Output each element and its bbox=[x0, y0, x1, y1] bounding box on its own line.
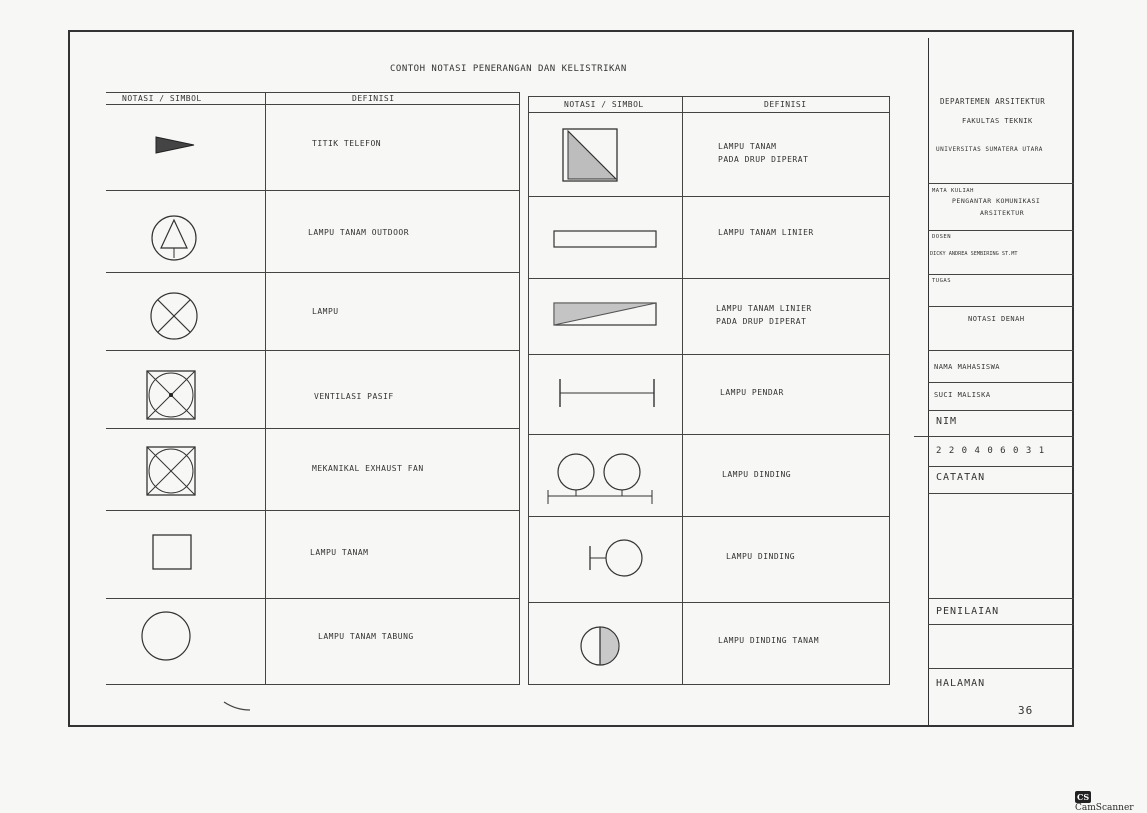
title-block-divider bbox=[928, 230, 1074, 231]
title-block-divider bbox=[928, 183, 1074, 184]
left-definition-7: LAMPU TANAM TABUNG bbox=[318, 632, 414, 641]
right-definition-1-line-2: PADA DRUP DIPERAT bbox=[718, 155, 809, 164]
pencil-stroke-mark bbox=[222, 698, 252, 714]
row-divider bbox=[528, 602, 890, 603]
row-divider bbox=[528, 278, 890, 279]
column-divider bbox=[682, 96, 683, 684]
right-definition-6 bbox=[726, 550, 795, 563]
inground-lamp-square-icon bbox=[150, 532, 196, 574]
right-definition-7-line-1: LAMPU DINDING TANAM bbox=[718, 636, 820, 645]
right-definition-1 bbox=[718, 140, 808, 166]
passive-ventilation-icon bbox=[144, 368, 200, 424]
recessed-wall-lamp-icon bbox=[576, 622, 624, 670]
column-divider bbox=[528, 96, 529, 684]
row-divider bbox=[528, 354, 890, 355]
course-line-1: PENGANTAR KOMUNIKASI bbox=[952, 197, 1041, 205]
course-label: MATA KULIAH bbox=[932, 188, 974, 194]
row-divider bbox=[106, 684, 520, 685]
camscanner-text: CamScanner bbox=[1075, 803, 1134, 813]
table-rule bbox=[106, 104, 520, 105]
column-divider bbox=[265, 92, 266, 684]
inground-tube-lamp-icon bbox=[138, 608, 194, 664]
camscanner-logo-icon: CS bbox=[1077, 792, 1090, 802]
right-header-definition: DEFINISI bbox=[764, 100, 807, 109]
title-block-divider bbox=[928, 410, 1074, 411]
mechanical-exhaust-fan-icon bbox=[144, 444, 200, 500]
right-header-symbol: NOTASI / SIMBOL bbox=[564, 100, 644, 109]
course-line-2: ARSITEKTUR bbox=[980, 209, 1025, 217]
page-title: CONTOH NOTASI PENERANGAN DAN KELISTRIKAN bbox=[390, 64, 627, 74]
notes-label: CATATAN bbox=[936, 472, 986, 483]
linear-ceiling-lamp-icon bbox=[550, 300, 660, 328]
left-definition-2: LAMPU TANAM OUTDOOR bbox=[308, 228, 410, 237]
title-block-divider bbox=[928, 668, 1074, 669]
linear-inground-lamp-icon bbox=[550, 228, 660, 250]
left-header-definition: DEFINISI bbox=[352, 94, 395, 103]
title-block-divider bbox=[914, 436, 1074, 437]
right-definition-2-line-1: LAMPU TANAM LINIER bbox=[718, 228, 814, 237]
row-divider bbox=[106, 598, 520, 599]
telephone-point-icon bbox=[152, 134, 198, 156]
nim-label: NIM bbox=[936, 416, 958, 427]
title-block-divider bbox=[928, 466, 1074, 467]
title-block-divider bbox=[928, 274, 1074, 275]
lecturer-name: DICKY ANDREA SEMBIRING ST.MT bbox=[930, 251, 1018, 257]
table-rule bbox=[528, 96, 890, 97]
recessed-ceiling-lamp-icon bbox=[560, 126, 622, 186]
student-name: SUCI MALISKA bbox=[934, 391, 991, 399]
left-definition-3: LAMPU bbox=[312, 307, 339, 316]
left-definition-5: MEKANIKAL EXHAUST FAN bbox=[312, 464, 424, 473]
left-header-symbol: NOTASI / SIMBOL bbox=[122, 94, 202, 103]
right-definition-4 bbox=[720, 386, 784, 399]
column-divider bbox=[889, 96, 890, 684]
title-block-divider bbox=[928, 306, 1074, 307]
table-rule bbox=[106, 92, 520, 93]
outdoor-garden-lamp-icon bbox=[146, 210, 202, 266]
row-divider bbox=[528, 196, 890, 197]
title-block-divider bbox=[928, 350, 1074, 351]
row-divider bbox=[528, 516, 890, 517]
faculty-text: FAKULTAS TEKNIK bbox=[962, 117, 1033, 125]
right-definition-3-line-2: PADA DRUP DIPERAT bbox=[716, 317, 807, 326]
department-text: DEPARTEMEN ARSITEKTUR bbox=[940, 97, 1046, 106]
grade-label: PENILAIAN bbox=[936, 606, 1000, 617]
right-definition-2 bbox=[718, 226, 814, 239]
camscanner-watermark bbox=[1075, 791, 1147, 813]
left-definition-6: LAMPU TANAM bbox=[310, 548, 369, 557]
right-definition-1-line-1: LAMPU TANAM bbox=[718, 142, 777, 151]
right-definition-5-line-1: LAMPU DINDING bbox=[722, 470, 792, 479]
lecturer-label: DOSEN bbox=[932, 234, 952, 240]
row-divider bbox=[106, 510, 520, 511]
task-text: NOTASI DENAH bbox=[968, 315, 1025, 323]
student-label: NAMA MAHASISWA bbox=[934, 363, 1001, 371]
title-block-divider bbox=[928, 598, 1074, 599]
row-divider bbox=[106, 272, 520, 273]
lamp-icon bbox=[146, 288, 202, 344]
right-definition-6-line-1: LAMPU DINDING bbox=[726, 552, 796, 561]
right-definition-5 bbox=[722, 468, 791, 481]
wall-lamp-icon bbox=[586, 536, 648, 580]
right-definition-3 bbox=[716, 302, 812, 328]
page-number: 36 bbox=[1018, 704, 1034, 717]
strip-lamp-icon bbox=[556, 376, 658, 410]
title-block-divider bbox=[928, 493, 1074, 494]
page-label: HALAMAN bbox=[936, 678, 986, 689]
right-definition-4-line-1: LAMPU PENDAR bbox=[720, 388, 784, 397]
row-divider bbox=[528, 684, 890, 685]
title-block-divider bbox=[928, 624, 1074, 625]
double-wall-lamp-icon bbox=[544, 450, 656, 508]
nim-value: 2 2 0 4 0 6 0 3 1 bbox=[936, 446, 1046, 456]
table-rule bbox=[528, 112, 890, 113]
university-text: UNIVERSITAS SUMATERA UTARA bbox=[936, 146, 1043, 153]
row-divider bbox=[106, 428, 520, 429]
left-definition-4: VENTILASI PASIF bbox=[314, 392, 394, 401]
row-divider bbox=[106, 350, 520, 351]
task-label: TUGAS bbox=[932, 278, 952, 284]
row-divider bbox=[106, 190, 520, 191]
left-definition-1: TITIK TELEFON bbox=[312, 139, 382, 148]
title-block-divider bbox=[928, 382, 1074, 383]
right-definition-7 bbox=[718, 634, 819, 647]
row-divider bbox=[528, 434, 890, 435]
right-definition-3-line-1: LAMPU TANAM LINIER bbox=[716, 304, 812, 313]
column-divider bbox=[519, 92, 520, 684]
